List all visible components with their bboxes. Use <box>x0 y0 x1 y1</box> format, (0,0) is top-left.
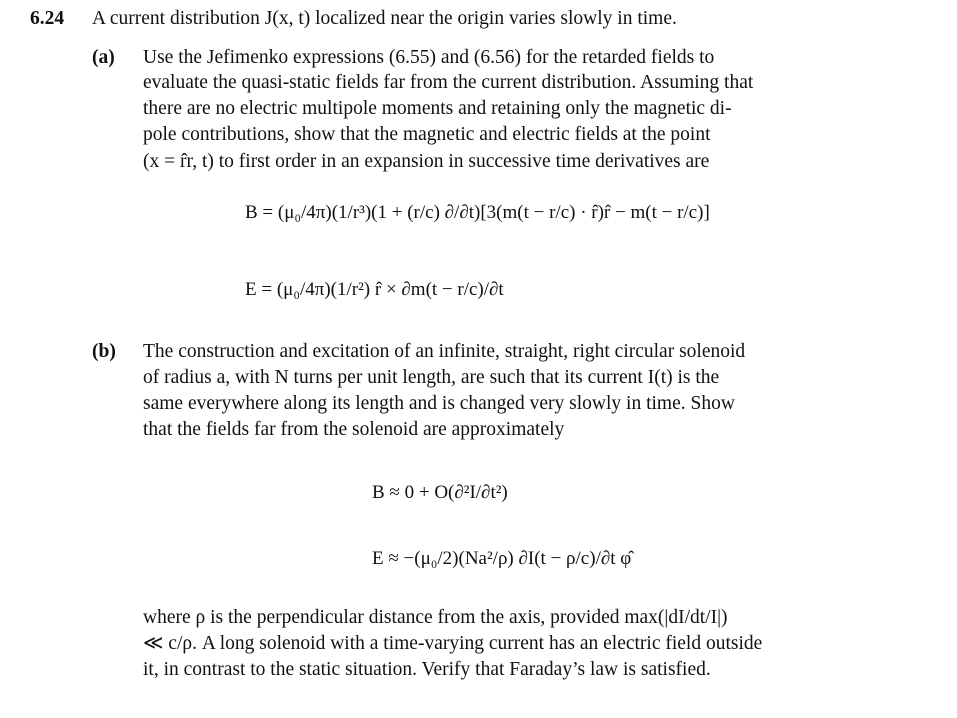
part-b-line: of radius a, with N turns per unit length, are such that its current I(t) is the <box>143 367 720 388</box>
closing-line: where ρ is the perpendicular distance from the axis, provided max(|dI/dt/I|) <box>143 607 728 628</box>
closing-line: ≪ c/ρ. A long solenoid with a time-varying current has an electric field outside <box>143 633 763 654</box>
part-a-line: there are no electric multipole moments and retaining only the magnetic di- <box>143 98 732 119</box>
part-b-line: that the fields far from the solenoid are approximately <box>143 419 565 440</box>
equation-a-magnetic: B = (μ₀/4π)(1/r³)(1 + (r/c) ∂/∂t)[3(m(t − r/c) · r̂)r̂ − m(t − r/c)] <box>245 202 710 223</box>
part-b-label: (b) <box>92 341 116 362</box>
problem-intro: A current distribution J(x, t) localized near the origin varies slowly in time. <box>92 8 677 29</box>
equation-b-electric: E ≈ −(μ₀/2)(Na²/ρ) ∂I(t − ρ/c)/∂t φ̂ <box>372 548 632 569</box>
part-a-line: pole contributions, show that the magnetic and electric fields at the point <box>143 124 711 145</box>
problem-number: 6.24 <box>30 8 65 29</box>
closing-line: it, in contrast to the static situation. Verify that Faraday’s law is satisfied. <box>143 659 711 680</box>
equation-a-electric: E = (μ₀/4π)(1/r²) r̂ × ∂m(t − r/c)/∂t <box>245 279 504 300</box>
part-a-label: (a) <box>92 47 115 68</box>
part-a-line: Use the Jefimenko expressions (6.55) and (6.56) for the retarded fields to <box>143 47 715 68</box>
part-b-line: same everywhere along its length and is changed very slowly in time. Show <box>143 393 735 414</box>
part-a-line: (x = r̂r, t) to first order in an expansion in successive time derivatives are <box>143 151 710 172</box>
part-b-line: The construction and excitation of an infinite, straight, right circular solenoid <box>143 341 746 362</box>
equation-b-magnetic: B ≈ 0 + O(∂²I/∂t²) <box>372 482 508 503</box>
part-a-line: evaluate the quasi-static fields far from the current distribution. Assuming that <box>143 72 754 93</box>
